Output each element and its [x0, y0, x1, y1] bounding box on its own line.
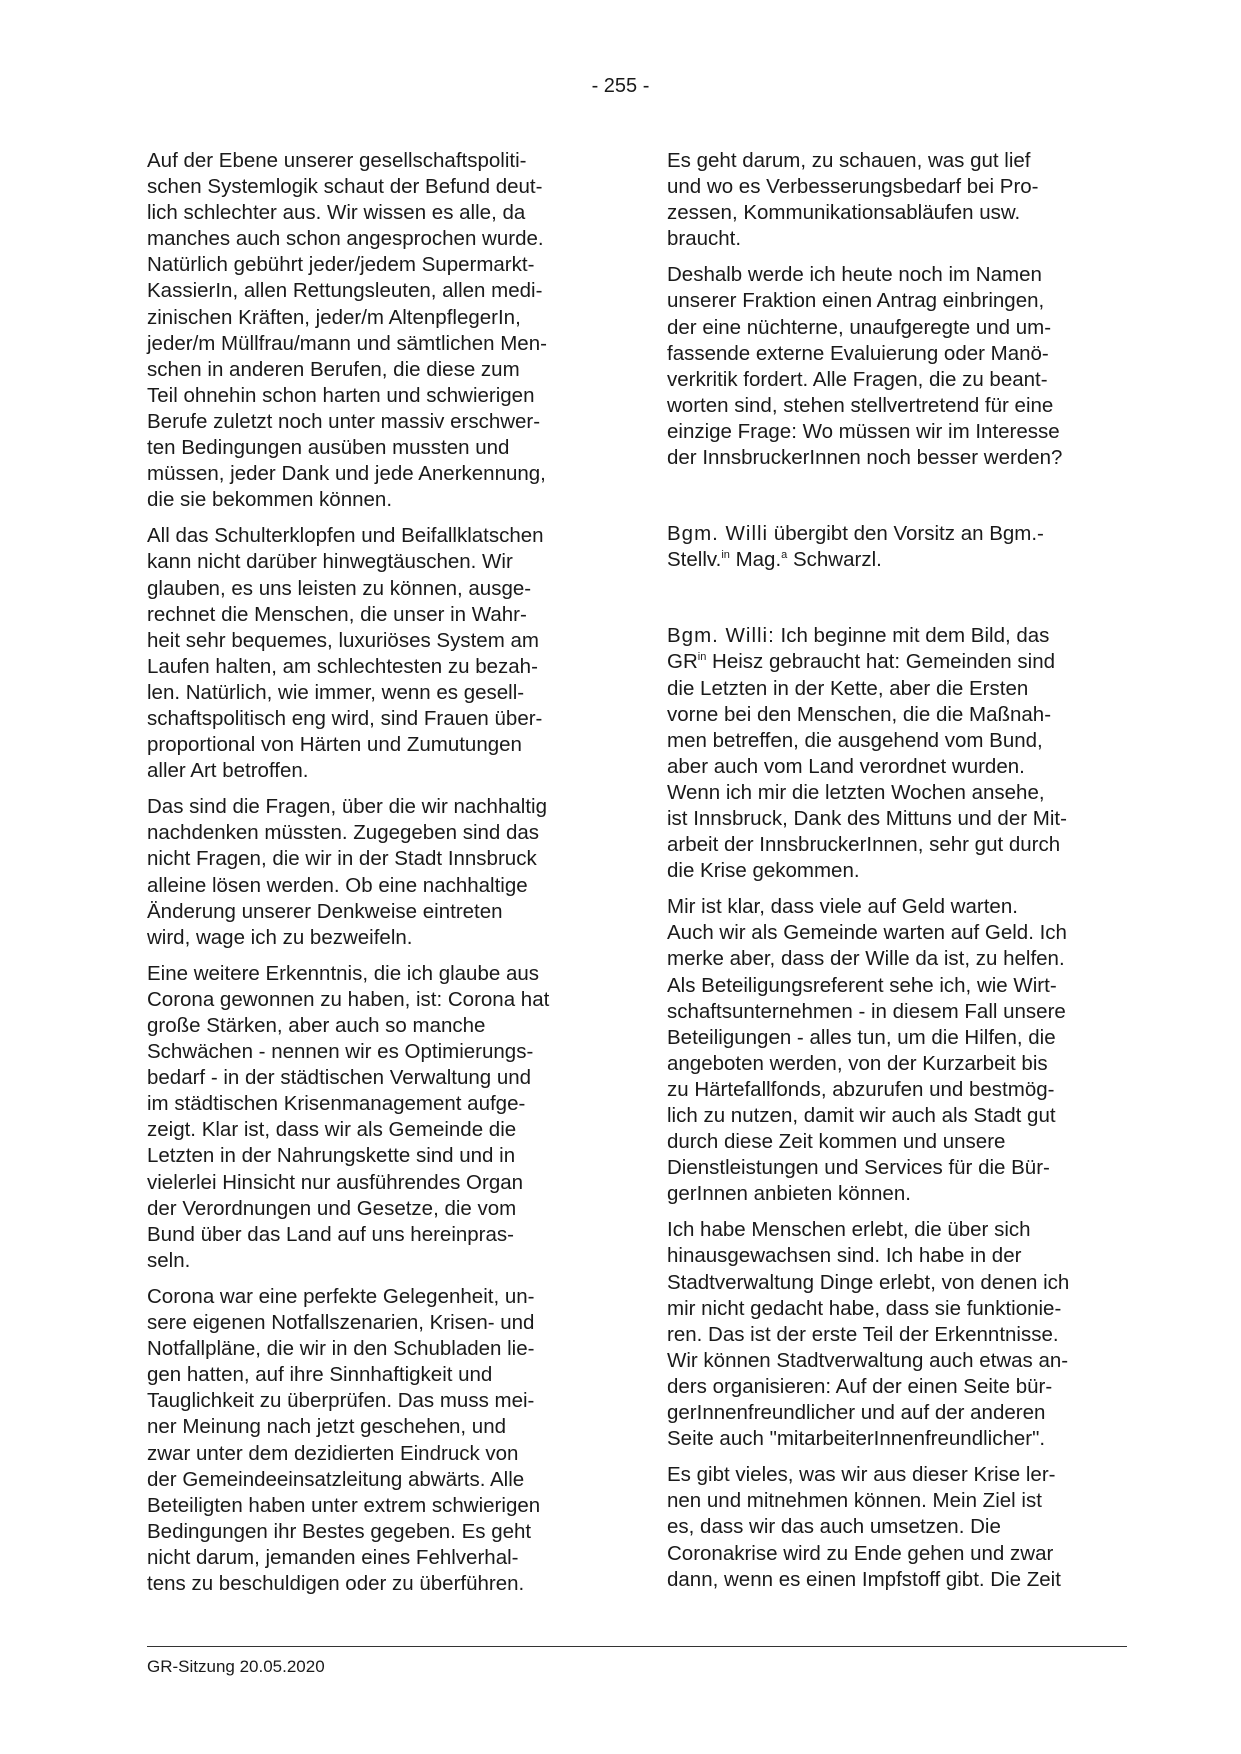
superscript: in [697, 651, 707, 664]
page-number: - 255 - [591, 75, 650, 97]
note-text: übergibt den Vorsitz an Bgm.- Stellv. [667, 522, 1044, 572]
speaker-name: Bgm. Willi: [667, 624, 775, 648]
paragraph: All das Schulterklopfen und Beifallklatschen kann nicht darüber hinwegtäuschen. Wir glauben, es uns leisten zu können, ausge- rechnet die Menschen, die unser in Wahr- heit sehr bequemes, luxuriöses System am Laufen halten, am schlechtesten zu bezah- len. Natürlich, wie immer, wenn es gesell- schaftspolitisch eng wird, sind Frauen über- proportional von Härten und Zumutungen aller Art betroffen. [147, 524, 544, 783]
paragraph: Es gibt vieles, was wir aus dieser Krise ler- nen und mitnehmen können. Mein Ziel ist es, dass wir das auch umsetzen. Die Coronakrise wird zu Ende gehen und zwar dann, wenn es einen Impfstoff gibt. Die Zeit [667, 1463, 1061, 1591]
paragraph: Deshalb werde ich heute noch im Namen unserer Fraktion einen Antrag einbringen, der eine nüchterne, unaufgeregte und um- fassende externe Evaluierung oder Manö- verkritik fordert. Alle Fragen, die zu beant- worten sind, stehen stellvertretend für eine einzige Frage: Wo müssen wir im Interesse der InnsbruckerInnen noch besser werden? [667, 263, 1063, 470]
superscript: a [781, 549, 788, 562]
paragraph: Ich habe Menschen erlebt, die über sich hinausgewachsen sind. Ich habe in der Stadtverwaltung Dinge erlebt, von denen ich mir nicht gedacht habe, dass sie funktionie- ren. Das ist der erste Teil der Erkenntnisse. Wir können Stadtverwaltung auch etwas an- ders organisieren: Auf der einen Seite bür- gerInnenfreundlicher und auf der anderen Seite auch "mitarbeiterInnenfreundlicher". [667, 1218, 1070, 1451]
footer-session-date: GR-Sitzung 20.05.2020 [147, 1657, 325, 1676]
paragraph: Das sind die Fragen, über die wir nachhaltig nachdenken müssten. Zugegeben sind das nicht Fragen, die wir in der Stadt Innsbruck alleine lösen werden. Ob eine nachhaltige Änderung unserer Denkweise eintreten wird, wage ich zu bezweifeln. [147, 795, 547, 949]
note-text: Schwarzl. [787, 548, 882, 572]
right-column [667, 148, 1127, 1603]
speech-text: Heisz gebraucht hat: Gemeinden sind die Letzten in der Kette, aber die Ersten vorne bei den Menschen, die die Maßnah- men betreffen, die ausgehend vom Bund, aber auch vom Land verordnet wurden. Wenn ich mir die letzten Wochen ansehe, ist Innsbruck, Dank des Mittuns und der Mit- arbeit der InnsbruckerInnen, sehr gut durch die Krise gekommen. [667, 650, 1067, 883]
footer-divider [147, 1646, 1127, 1647]
note-text: Mag. [729, 548, 782, 572]
speech-paragraph [667, 623, 1127, 884]
left-column [147, 148, 601, 1607]
paragraph: Es geht darum, zu schauen, was gut lief und wo es Verbesserungsbedarf bei Pro- zessen, Kommunikationsabläufen usw. braucht. [667, 149, 1039, 251]
speech-text: Ich beginne mit dem Bild, das GR [667, 624, 1050, 674]
chair-handover-note [667, 521, 1127, 573]
paragraph: Auf der Ebene unserer gesellschaftspoliti- schen Systemlogik schaut der Befund deut- lich schlechter aus. Wir wissen es alle, da manches auch schon angesprochen wurde. Natürlich gebührt jeder/jedem Supermarkt- KassierIn, allen Rettungsleuten, allen medi- zinischen Kräften, jeder/m AltenpflegerIn, jeder/m Müllfrau/mann und sämtlichen Men- schen in anderen Berufen, die diese zum Teil ohnehin schon harten und schwierigen Berufe zuletzt noch unter massiv erschwer- ten Bedingungen ausüben mussten und müssen, jeder Dank und jede Anerkennung, die sie bekommen können. [147, 149, 547, 512]
paragraph: Mir ist klar, dass viele auf Geld warten. Auch wir als Gemeinde warten auf Geld. Ich merke aber, dass der Wille da ist, zu helfen. Als Beteiligungsreferent sehe ich, wie Wirt- schaftsunternehmen - in diesem Fall unsere Beteiligungen - alles tun, um die Hilfen, die angeboten werden, von der Kurzarbeit bis zu Härtefallfonds, abzurufen und bestmög- lich zu nutzen, damit wir auch als Stadt gut durch diese Zeit kommen und unsere Dienstleistungen und Services für die Bür- gerInnen anbieten können. [667, 895, 1067, 1206]
paragraph: Corona war eine perfekte Gelegenheit, un- sere eigenen Notfallszenarien, Krisen- und Notfallpläne, die wir in den Schubladen lie- gen hatten, auf ihre Sinnhaftigkeit und Tauglichkeit zu überprüfen. Das muss mei- ner Meinung nach jetzt geschehen, und zwar unter dem dezidierten Eindruck von der Gemeindeeinsatzleitung abwärts. Alle Beteiligten haben unter extrem schwierigen Bedingungen ihr Bestes gegeben. Es geht nicht darum, jemanden eines Fehlverhal- tens zu beschuldigen oder zu überführen. [147, 1284, 541, 1595]
superscript: in [721, 549, 730, 562]
paragraph: Eine weitere Erkenntnis, die ich glaube aus Corona gewonnen zu haben, ist: Corona hat große Stärken, aber auch so manche Schwächen - nennen wir es Optimierungs- bedarf - in der städtischen Verwaltung und im städtischen Krisenmanagement aufge- zeigt. Klar ist, dass wir als Gemeinde die Letzten in der Nahrungskette sind und in vielerlei Hinsicht nur ausführendes Organ der Verordnungen und Gesetze, die vom Bund über das Land auf uns hereinpras- seln. [147, 961, 550, 1272]
speaker-name: Bgm. Willi [667, 522, 769, 546]
